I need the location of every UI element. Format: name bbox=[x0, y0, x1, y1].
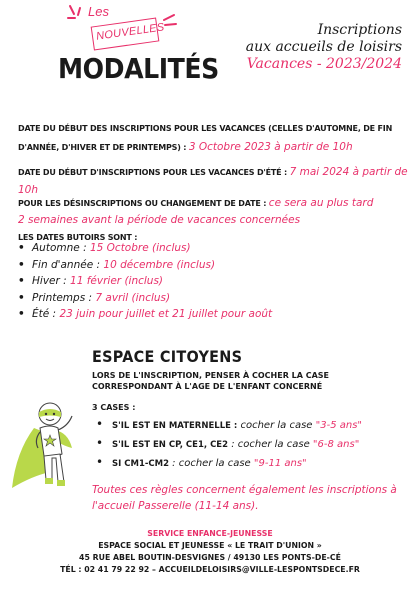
section-inscriptions-start bbox=[18, 118, 408, 156]
espace-citoyens-title: ESPACE CITOYENS bbox=[92, 347, 243, 366]
s3-line3: LES DATES BUTOIRS SONT : bbox=[18, 233, 138, 242]
section-desinscriptions bbox=[18, 194, 408, 245]
case-text: cocher la case bbox=[240, 420, 313, 431]
deadline-name: Fin d'année bbox=[32, 258, 94, 271]
s1-label: DATE DU DÉBUT DES INSCRIPTIONS POUR LES VACANCES (CELLES D'AUTOMNE, DE FIN D'ANNÉE, D'HIVER ET DE PRINTEMPS) : bbox=[18, 124, 393, 152]
case-text: : cocher la case bbox=[228, 439, 310, 450]
header-les: Les bbox=[88, 4, 109, 19]
case-key: S'IL EST EN CP, CE1, CE2 bbox=[112, 440, 229, 450]
footer-service: SERVICE ENFANCE-JEUNESSE bbox=[147, 529, 273, 538]
list-item: • Automne : 15 Octobre (inclus) bbox=[18, 242, 191, 254]
case-key: SI CM1-CM2 bbox=[112, 459, 169, 469]
deadline-name: Été bbox=[32, 308, 50, 320]
s3-label: POUR LES DÉSINSCRIPTIONS OU CHANGEMENT DE DATE : bbox=[18, 199, 269, 208]
footer-address: 45 RUE ABEL BOUTIN-DESVIGNES / 49130 LES PONTS-DE-CÉ bbox=[79, 553, 341, 562]
s1-value: 3 Octobre 2023 à partir de 10h bbox=[188, 141, 353, 153]
deadline-date: 7 avril (inclus) bbox=[95, 291, 171, 304]
s3-value: ce sera au plus tard bbox=[268, 197, 374, 209]
passerelle-note: Toutes ces règles concernent également les inscriptions à l'accueil Passerelle (11-14 ans). bbox=[92, 484, 397, 512]
case-age: "3-5 ans" bbox=[315, 420, 363, 431]
header-modalites: MODALITÉS bbox=[58, 52, 219, 85]
case-key: S'IL EST EN MATERNELLE : bbox=[112, 421, 238, 431]
sparkle-icon bbox=[66, 4, 86, 24]
cases-list bbox=[92, 416, 412, 473]
case-age: "6-8 ans" bbox=[312, 439, 360, 450]
footer-contact: TÉL : 02 41 79 22 92 – ACCUEILDELOISIRS@VILLE-LESPONTSDECE.FR bbox=[60, 565, 360, 574]
deadline-name: Automne bbox=[32, 242, 80, 254]
title-line-1: Inscriptions bbox=[317, 22, 402, 38]
deadline-name: Printemps bbox=[32, 291, 86, 304]
deadlines-list bbox=[18, 240, 408, 323]
title-line-2: aux accueils de loisirs bbox=[245, 39, 402, 55]
case-age: "9-11 ans" bbox=[253, 458, 307, 469]
deadline-date: 15 Octobre (inclus) bbox=[89, 242, 191, 254]
title-line-3: Vacances - 2023/2024 bbox=[246, 56, 402, 72]
list-item: • Hiver : 11 février (inclus) bbox=[18, 275, 164, 287]
footer-name: ESPACE SOCIAL ET JEUNESSE « LE TRAIT D'UNION » bbox=[98, 541, 322, 550]
s2-value: 7 mai 2024 à partir de 10h bbox=[18, 166, 408, 196]
espace-citoyens-intro: LORS DE L'INSCRIPTION, PENSER À COCHER LA CASE CORRESPONDANT À L'AGE DE L'ENFANT CONCERNÉ bbox=[92, 371, 329, 391]
s3-line2: 2 semaines avant la période de vacances concernées bbox=[18, 214, 301, 226]
list-item: • S'IL EST EN MATERNELLE : cocher la case "3-5 ans" bbox=[96, 417, 363, 431]
deadline-date: 11 février (inclus) bbox=[70, 275, 164, 287]
deadline-date: 10 décembre (inclus) bbox=[103, 258, 216, 271]
case-text: : cocher la case bbox=[169, 458, 251, 469]
superhero-illustration bbox=[10, 392, 90, 494]
header-nouvelles: NOUVELLES bbox=[95, 21, 166, 43]
deadline-name: Hiver bbox=[32, 275, 60, 287]
list-item: • S'IL EST EN CP, CE1, CE2 : cocher la case "6-8 ans" bbox=[96, 436, 360, 450]
list-item: • SI CM1-CM2 : cocher la case "9-11 ans" bbox=[96, 455, 307, 469]
page-title bbox=[246, 22, 402, 73]
list-item: • Fin d'année : 10 décembre (inclus) bbox=[18, 258, 216, 271]
list-item: • Été : 23 juin pour juillet et 21 juillet pour août bbox=[18, 308, 273, 320]
section-ete-start bbox=[18, 163, 408, 198]
deadline-date: 23 juin pour juillet et 21 juillet pour août bbox=[59, 308, 273, 320]
footer bbox=[0, 528, 420, 576]
list-item: • Printemps : 7 avril (inclus) bbox=[18, 291, 171, 304]
s2-label: DATE DU DÉBUT D'INSCRIPTIONS POUR LES VACANCES D'ÉTÉ : bbox=[18, 168, 290, 177]
cases-label: 3 CASES : bbox=[92, 403, 136, 412]
